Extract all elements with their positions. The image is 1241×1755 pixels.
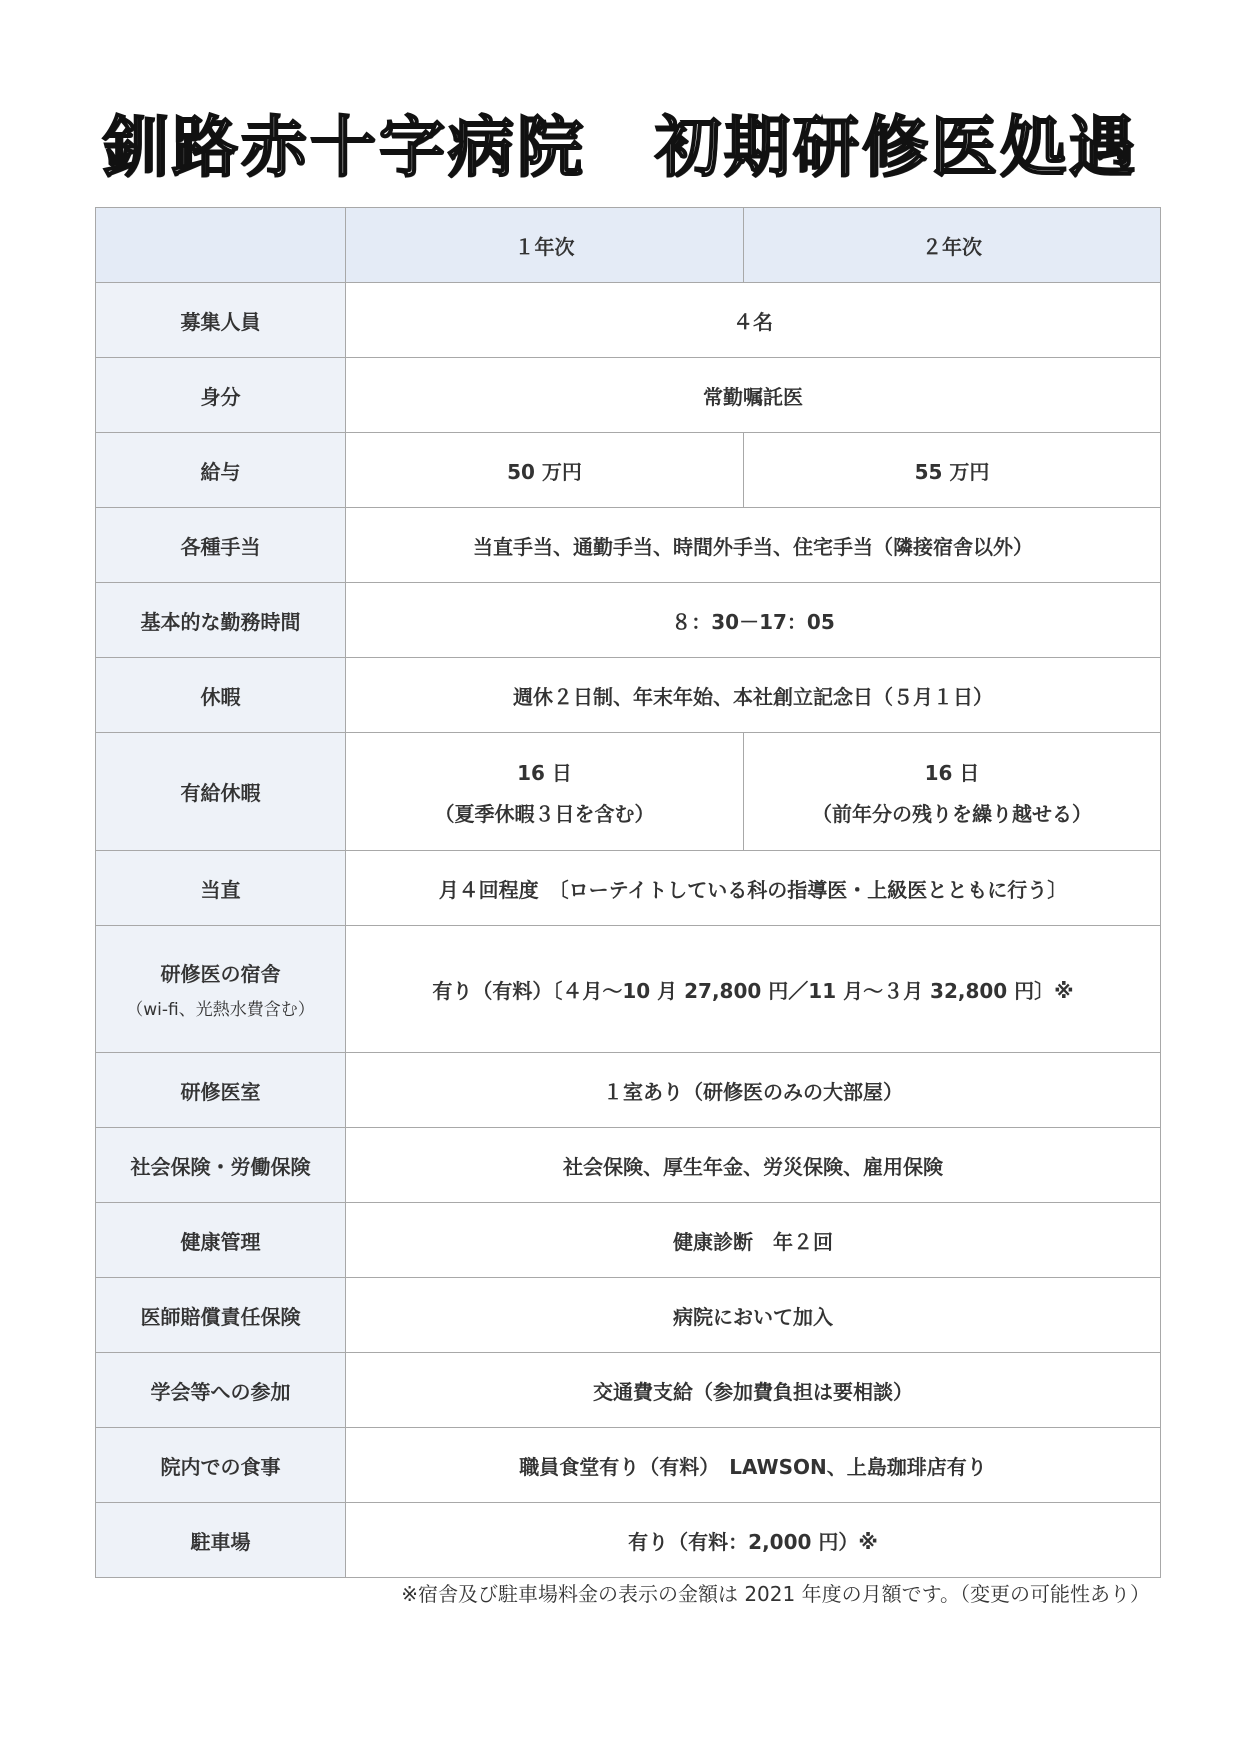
row-label: 健康管理	[96, 1203, 346, 1278]
row-value: 社会保険、厚生年金、労災保険、雇用保険	[346, 1128, 1161, 1203]
row-dormitory	[96, 926, 1161, 1053]
row-recruit	[96, 283, 1161, 358]
row-label: 給与	[96, 433, 346, 508]
dormitory-label: 研修医の宿舎	[160, 962, 281, 986]
row-meals	[96, 1428, 1161, 1503]
row-value: 病院において加入	[346, 1278, 1161, 1353]
paid-leave-year2-note: （前年分の残りを繰り越せる）	[812, 801, 1092, 826]
row-label: 身分	[96, 358, 346, 433]
paid-leave-year1	[346, 733, 744, 851]
row-label: 各種手当	[96, 508, 346, 583]
row-value: 健康診断 年２回	[346, 1203, 1161, 1278]
row-label: 休暇	[96, 658, 346, 733]
row-health	[96, 1203, 1161, 1278]
row-hours	[96, 583, 1161, 658]
row-label: 社会保険・労働保険	[96, 1128, 346, 1203]
row-value: 職員食堂有り（有料） LAWSON、上島珈琲店有り	[346, 1428, 1161, 1503]
paid-leave-year1-days: 16 日	[517, 760, 572, 785]
footnote: ※宿舎及び駐車場料金の表示の金額は 2021 年度の月額です。（変更の可能性あり）	[401, 1582, 1150, 1606]
row-value: 有り（有料：2,000 円）※	[346, 1503, 1161, 1578]
paid-leave-year2	[744, 733, 1161, 851]
row-label: 有給休暇	[96, 733, 346, 851]
row-liability	[96, 1278, 1161, 1353]
row-label: 募集人員	[96, 283, 346, 358]
row-label: 駐車場	[96, 1503, 346, 1578]
row-label: 当直	[96, 851, 346, 926]
row-label: 医師賠償責任保険	[96, 1278, 346, 1353]
row-parking	[96, 1503, 1161, 1578]
row-value: ４名	[346, 283, 1161, 358]
row-holidays	[96, 658, 1161, 733]
row-value: 常勤嘱託医	[346, 358, 1161, 433]
row-insurance	[96, 1128, 1161, 1203]
row-salary	[96, 433, 1161, 508]
salary-year2: 55 万円	[744, 433, 1161, 508]
dormitory-label-note: （wi-fi、光熱水費含む）	[126, 1000, 315, 1020]
conditions-table	[95, 207, 1161, 1578]
page-title: 釧路赤十字病院 初期研修医処遇	[103, 109, 1138, 186]
paid-leave-year2-days: 16 日	[924, 760, 980, 785]
row-conference	[96, 1353, 1161, 1428]
row-allowances	[96, 508, 1161, 583]
row-label: 学会等への参加	[96, 1353, 346, 1428]
row-night-duty	[96, 851, 1161, 926]
row-status	[96, 358, 1161, 433]
row-value: １室あり（研修医のみの大部屋）	[346, 1053, 1161, 1128]
row-paid-leave	[96, 733, 1161, 851]
row-resident-room	[96, 1053, 1161, 1128]
row-value: 有り（有料）〔４月～10 月 27,800 円／11 月～３月 32,800 円〕※	[346, 926, 1161, 1053]
row-value: 当直手当、通勤手当、時間外手当、住宅手当（隣接宿舎以外）	[346, 508, 1161, 583]
row-label: 研修医室	[96, 1053, 346, 1128]
salary-year1: 50 万円	[346, 433, 744, 508]
row-value: 交通費支給（参加費負担は要相談）	[346, 1353, 1161, 1428]
row-value: ８：30－17：05	[346, 583, 1161, 658]
row-label: 院内での食事	[96, 1428, 346, 1503]
row-value: 週休２日制、年末年始、本社創立記念日（５月１日）	[346, 658, 1161, 733]
header-corner-cell	[96, 208, 346, 283]
row-value: 月４回程度 〔ローテイトしている科の指導医・上級医とともに行う〕	[346, 851, 1161, 926]
paid-leave-year1-note: （夏季休暇３日を含む）	[434, 801, 655, 826]
row-label: 基本的な勤務時間	[96, 583, 346, 658]
table-header-row	[96, 208, 1161, 283]
row-label	[96, 926, 346, 1053]
header-year1: １年次	[346, 208, 744, 283]
header-year2: ２年次	[744, 208, 1161, 283]
